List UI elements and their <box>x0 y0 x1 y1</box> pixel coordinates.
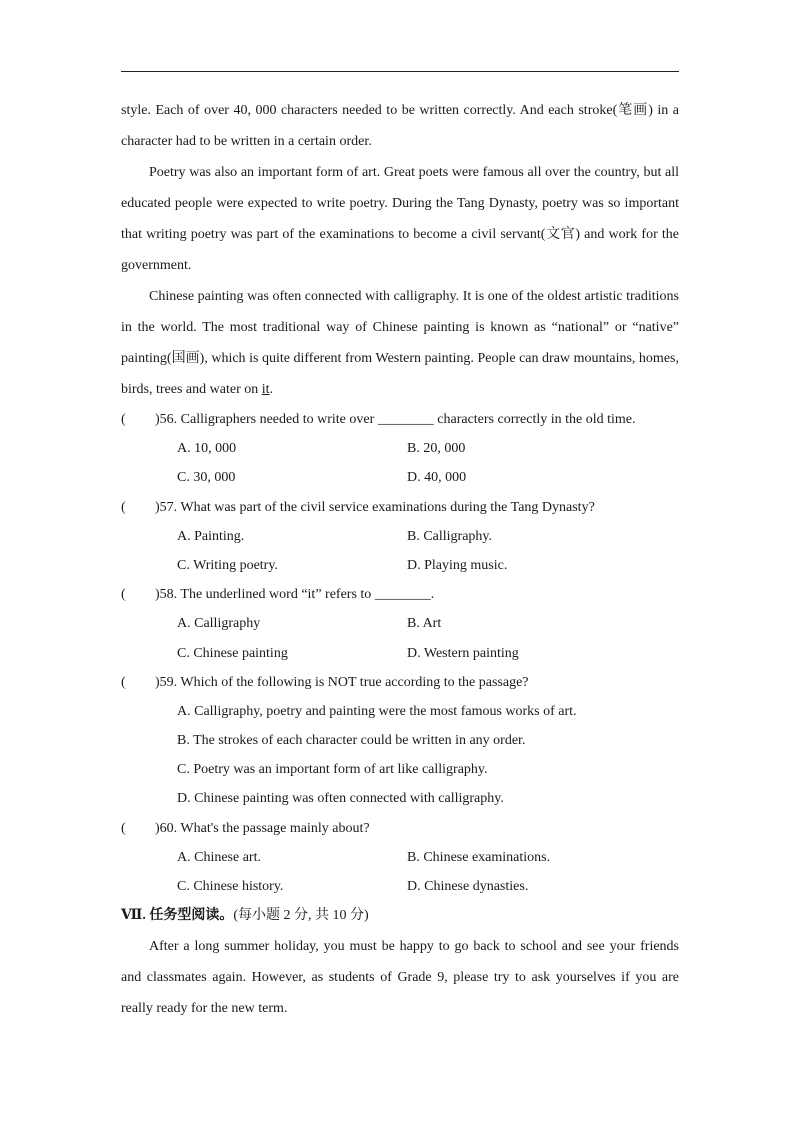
options-row <box>121 551 679 580</box>
options-row <box>121 434 679 463</box>
passage-paragraph-3-end: . <box>269 382 274 397</box>
answer-blank-close: ) <box>155 412 160 427</box>
answer-blank-close: ) <box>155 587 160 603</box>
option-a: A. Calligraphy, poetry and painting were the most famous works of art. <box>177 703 577 719</box>
option-b: B. Calligraphy. <box>407 528 493 544</box>
question-stem: 56. Calligraphers needed to write over ________ characters correctly in the old time. <box>159 412 636 427</box>
passage-paragraph-3 <box>121 281 679 405</box>
option-d: D. Playing music. <box>407 557 508 573</box>
passage-paragraph-1: style. Each of over 40, 000 characters needed to be written correctly. And each stroke(笔画) in a character had to be written in a certain order. <box>121 103 679 149</box>
options-row <box>121 522 679 551</box>
passage-paragraph-2: Poetry was also an important form of art. Great poets were famous all over the country, but all educated people were expected to write poetry. During the Tang Dynasty, poetry was so important that writing poetry was part of the examinations to become a civil servant(文官) and work for the government. <box>121 165 679 273</box>
header-rule <box>121 71 679 72</box>
question-stem: 60. What's the passage mainly about? <box>159 820 370 836</box>
option-b: B. The strokes of each character could be written in any order. <box>177 733 526 749</box>
options-row <box>121 755 679 784</box>
underlined-word-it: it <box>261 382 270 397</box>
option-a: A. Painting. <box>177 528 245 544</box>
question-58 <box>121 580 679 609</box>
question-stem: 57. What was part of the civil service examinations during the Tang Dynasty? <box>159 499 595 515</box>
option-d: D. 40, 000 <box>407 470 467 486</box>
answer-blank: ( <box>121 587 126 603</box>
options-row <box>121 609 679 638</box>
option-d: D. Chinese painting was often connected with calligraphy. <box>177 791 504 807</box>
option-a: A. 10, 000 <box>177 441 237 457</box>
options-row <box>121 784 679 813</box>
answer-blank-close: ) <box>155 674 160 690</box>
question-60 <box>121 814 679 843</box>
option-c: C. Poetry was an important form of art like calligraphy. <box>177 762 488 778</box>
option-c: C. 30, 000 <box>177 470 236 486</box>
passage-paragraph-3-text: Chinese painting was often connected with calligraphy. It is one of the oldest artistic traditions in the world. The most traditional way of Chinese painting is known as “national” or “native” painting(国画), which is quite different from Western painting. People can draw mountains, homes, birds, trees and water on <box>121 289 679 397</box>
section-heading <box>121 901 679 931</box>
option-c: C. Writing poetry. <box>177 557 278 573</box>
options-row <box>121 843 679 872</box>
question-stem: 58. The underlined word “it” refers to ________. <box>159 587 435 603</box>
option-a: A. Chinese art. <box>177 849 261 865</box>
question-59 <box>121 668 679 697</box>
options-row <box>121 726 679 755</box>
options-row <box>121 872 679 901</box>
options-row <box>121 639 679 668</box>
section-subtitle: (每小题 2 分, 共 10 分) <box>233 908 369 924</box>
option-b: B. Chinese examinations. <box>407 849 551 865</box>
answer-blank: ( <box>121 499 126 515</box>
answer-blank: ( <box>121 674 126 690</box>
question-stem: 59. Which of the following is NOT true according to the passage? <box>159 674 529 690</box>
option-c: C. Chinese history. <box>177 879 284 894</box>
options-row <box>121 697 679 726</box>
option-b: B. Art <box>407 616 442 632</box>
option-d: D. Chinese dynasties. <box>407 879 529 894</box>
question-56 <box>121 405 679 434</box>
option-d: D. Western painting <box>407 645 519 661</box>
option-b: B. 20, 000 <box>407 441 466 457</box>
answer-blank: ( <box>121 820 126 836</box>
answer-blank-close: ) <box>155 499 160 515</box>
section-title: Ⅶ. 任务型阅读。 <box>121 908 234 924</box>
page-content <box>121 95 679 1024</box>
answer-blank: ( <box>121 412 126 427</box>
option-c: C. Chinese painting <box>177 645 288 661</box>
option-a: A. Calligraphy <box>177 616 261 632</box>
section-paragraph-1: After a long summer holiday, you must be happy to go back to school and see your friends and classmates again. However, as students of Grade 9, please try to ask yourselves if you are really ready for the new term. <box>121 939 679 1017</box>
question-57 <box>121 493 679 522</box>
options-row <box>121 463 679 492</box>
answer-blank-close: ) <box>155 820 160 836</box>
